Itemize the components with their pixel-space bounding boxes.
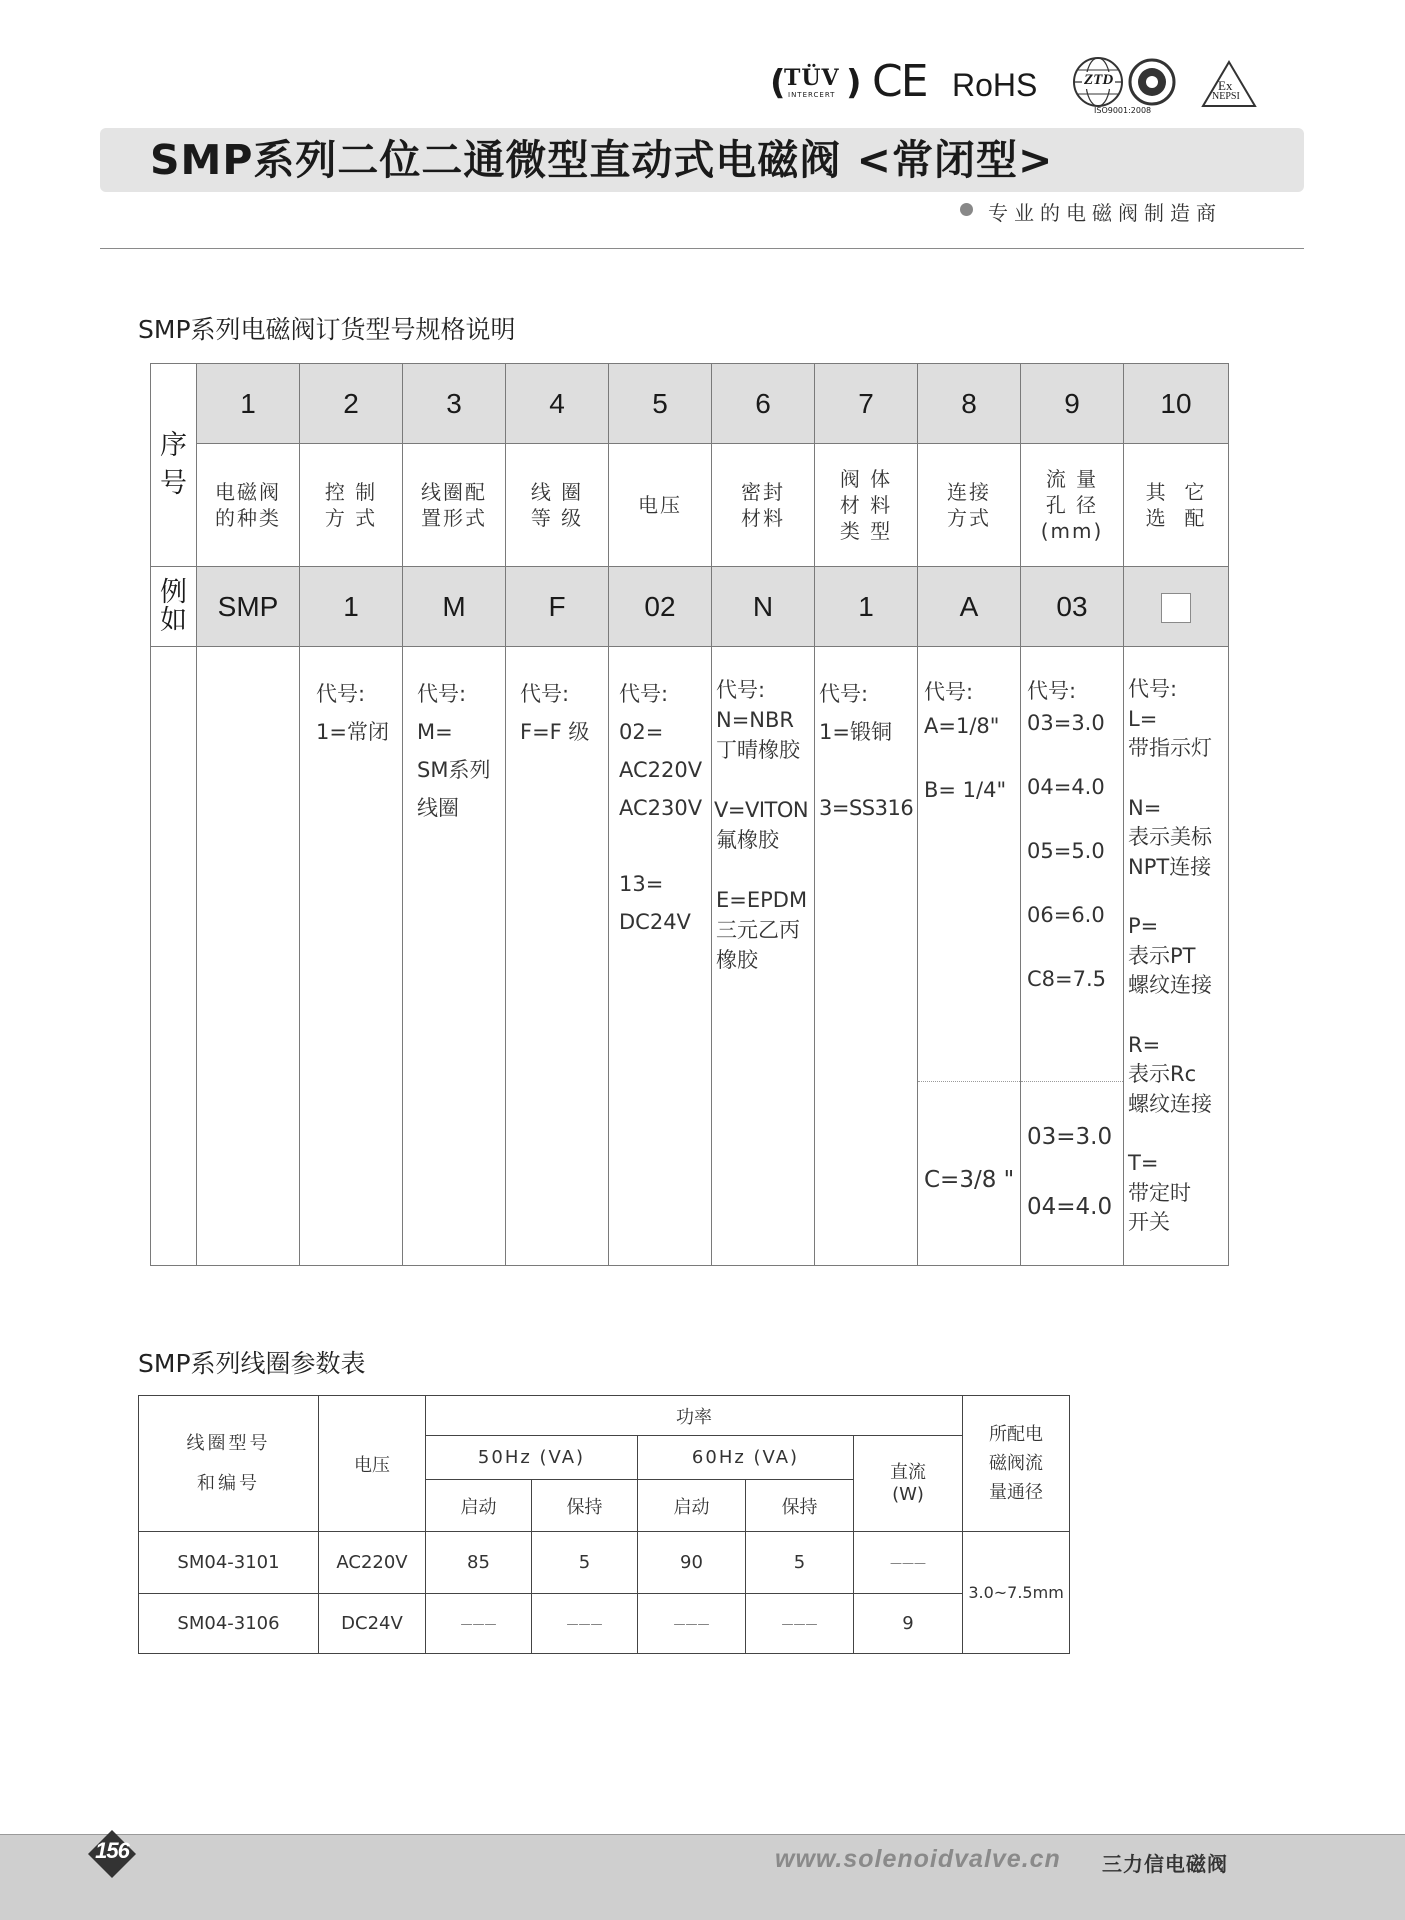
- example-value: 1: [300, 567, 403, 647]
- start-60hz: 90: [638, 1532, 746, 1594]
- column-number: 5: [609, 364, 712, 444]
- seq-label: 序 号: [151, 364, 197, 567]
- column-number-row: [151, 364, 1229, 444]
- table-row: [139, 1532, 1070, 1594]
- header-divider: [100, 248, 1304, 249]
- column-heading: 线圈配 置形式: [403, 444, 506, 567]
- ex-nepsi-logo: Ex NEPSI: [1200, 60, 1258, 110]
- ztd-iso-seal: [1070, 56, 1182, 116]
- column-heading: 电磁阀 的种类: [197, 444, 300, 567]
- column-number: 7: [815, 364, 918, 444]
- dotted-separator: [918, 1081, 1020, 1082]
- column-number: 2: [300, 364, 403, 444]
- code-cell: 代号: M= SM系列 线圈: [403, 647, 506, 1266]
- hold-60hz: 5: [746, 1532, 854, 1594]
- tuv-logo: ( TÜV INTERCERT ): [770, 63, 862, 103]
- example-value: 02: [609, 567, 712, 647]
- bore-header: 所配电 磁阀流 量通径: [963, 1396, 1070, 1532]
- start-header: 启动: [426, 1480, 532, 1532]
- dc-header: 直流 (W): [854, 1436, 963, 1532]
- example-option-box: [1124, 567, 1229, 647]
- example-value: M: [403, 567, 506, 647]
- coil-model: SM04-3101: [139, 1532, 319, 1594]
- example-value: 1: [815, 567, 918, 647]
- column-heading-row: [151, 444, 1229, 567]
- code-cell-side: [151, 647, 197, 1266]
- example-row: [151, 567, 1229, 647]
- code-cell: [197, 647, 300, 1266]
- example-value: A: [918, 567, 1021, 647]
- column-number: 9: [1021, 364, 1124, 444]
- hold-60hz: ———: [746, 1594, 854, 1654]
- code-cell: 代号: F=F 级: [506, 647, 609, 1266]
- ce-mark: CE: [872, 56, 927, 107]
- page-number: 156: [95, 1838, 129, 1863]
- column-number: 1: [197, 364, 300, 444]
- code-cell: 代号: N=NBR 丁晴橡胶 V=VITON 氟橡胶 E=EPDM 三元乙丙 橡胶: [712, 647, 815, 1266]
- certification-logos: [770, 56, 1265, 115]
- start-50hz: ———: [426, 1594, 532, 1654]
- rohs-mark: RoHS: [952, 67, 1038, 103]
- column-heading: 连接 方式: [918, 444, 1021, 567]
- coil-model: SM04-3106: [139, 1594, 319, 1654]
- code-cell: 代号: A=1/8" B= 1/4" C=3/8 ": [918, 647, 1021, 1266]
- voltage-header: 电压: [319, 1396, 426, 1532]
- coil-voltage: AC220V: [319, 1532, 426, 1594]
- page-title: SMP系列二位二通微型直动式电磁阀 <常闭型>: [150, 136, 1054, 184]
- hold-50hz: ———: [532, 1594, 638, 1654]
- order-section-title: SMP系列电磁阀订货型号规格说明: [138, 315, 516, 344]
- footer-brand: 三力信电磁阀: [1102, 1852, 1228, 1876]
- model-header: 线圈型号 和编号: [139, 1396, 319, 1532]
- column-heading: 其 它 选 配: [1124, 444, 1229, 567]
- code-cell: 代号: 02= AC220V AC230V 13= DC24V: [609, 647, 712, 1266]
- column-heading: 电压: [609, 444, 712, 567]
- hz50-header: 50Hz (VA): [426, 1436, 638, 1480]
- code-cell: 代号: 1=常闭: [300, 647, 403, 1266]
- column-heading: 阀 体 材 料 类 型: [815, 444, 918, 567]
- coil-section-title: SMP系列线圈参数表: [138, 1349, 366, 1378]
- bore-range: 3.0~7.5mm: [963, 1532, 1070, 1654]
- hold-header: 保持: [746, 1480, 854, 1532]
- power-header: 功率: [426, 1396, 963, 1436]
- column-number: 4: [506, 364, 609, 444]
- start-50hz: 85: [426, 1532, 532, 1594]
- order-spec-table: [150, 363, 1228, 1266]
- footer-website-link[interactable]: www.solenoidvalve.cn: [775, 1845, 1061, 1873]
- hz60-header: 60Hz (VA): [638, 1436, 854, 1480]
- example-value: SMP: [197, 567, 300, 647]
- code-cell: 代号: 03=3.0 04=4.0 05=5.0 06=6.0 C8=7.5 03=3.0 04=4.0: [1021, 647, 1124, 1266]
- hold-50hz: 5: [532, 1532, 638, 1594]
- example-label: 例 如: [151, 567, 197, 647]
- code-definition-row: [151, 647, 1229, 1266]
- column-number: 8: [918, 364, 1021, 444]
- example-value: F: [506, 567, 609, 647]
- column-heading: 流 量 孔 径 (mm): [1021, 444, 1124, 567]
- hold-header: 保持: [532, 1480, 638, 1532]
- start-60hz: ———: [638, 1594, 746, 1654]
- column-heading: 密封 材料: [712, 444, 815, 567]
- tagline-bullet-icon: [960, 203, 973, 216]
- dc-power: 9: [854, 1594, 963, 1654]
- column-heading: 线 圈 等 级: [506, 444, 609, 567]
- dc-power: ———: [854, 1532, 963, 1594]
- column-number: 6: [712, 364, 815, 444]
- coil-parameter-table: [138, 1395, 1069, 1653]
- column-number: 10: [1124, 364, 1229, 444]
- example-value: 03: [1021, 567, 1124, 647]
- footer-bar: [0, 1834, 1405, 1920]
- dotted-separator: [1021, 1081, 1123, 1082]
- iso-text: ISO9001:2008: [1094, 106, 1152, 115]
- footer-divider: [0, 1834, 1405, 1835]
- code-cell: 代号: 1=锻铜 3=SS316: [815, 647, 918, 1266]
- table-row: [139, 1594, 1070, 1654]
- column-heading: 控 制 方 式: [300, 444, 403, 567]
- column-number: 3: [403, 364, 506, 444]
- start-header: 启动: [638, 1480, 746, 1532]
- tagline: 专业的电磁阀制造商: [988, 201, 1222, 225]
- option-checkbox-icon: [1161, 593, 1191, 623]
- coil-voltage: DC24V: [319, 1594, 426, 1654]
- ztd-text: ZTD: [1084, 72, 1114, 88]
- example-value: N: [712, 567, 815, 647]
- code-cell: 代号: L= 带指示灯 N= 表示美标 NPT连接 P= 表示PT 螺纹连接 R= 表示Rc 螺纹连接 T= 带定时 开关: [1124, 647, 1229, 1266]
